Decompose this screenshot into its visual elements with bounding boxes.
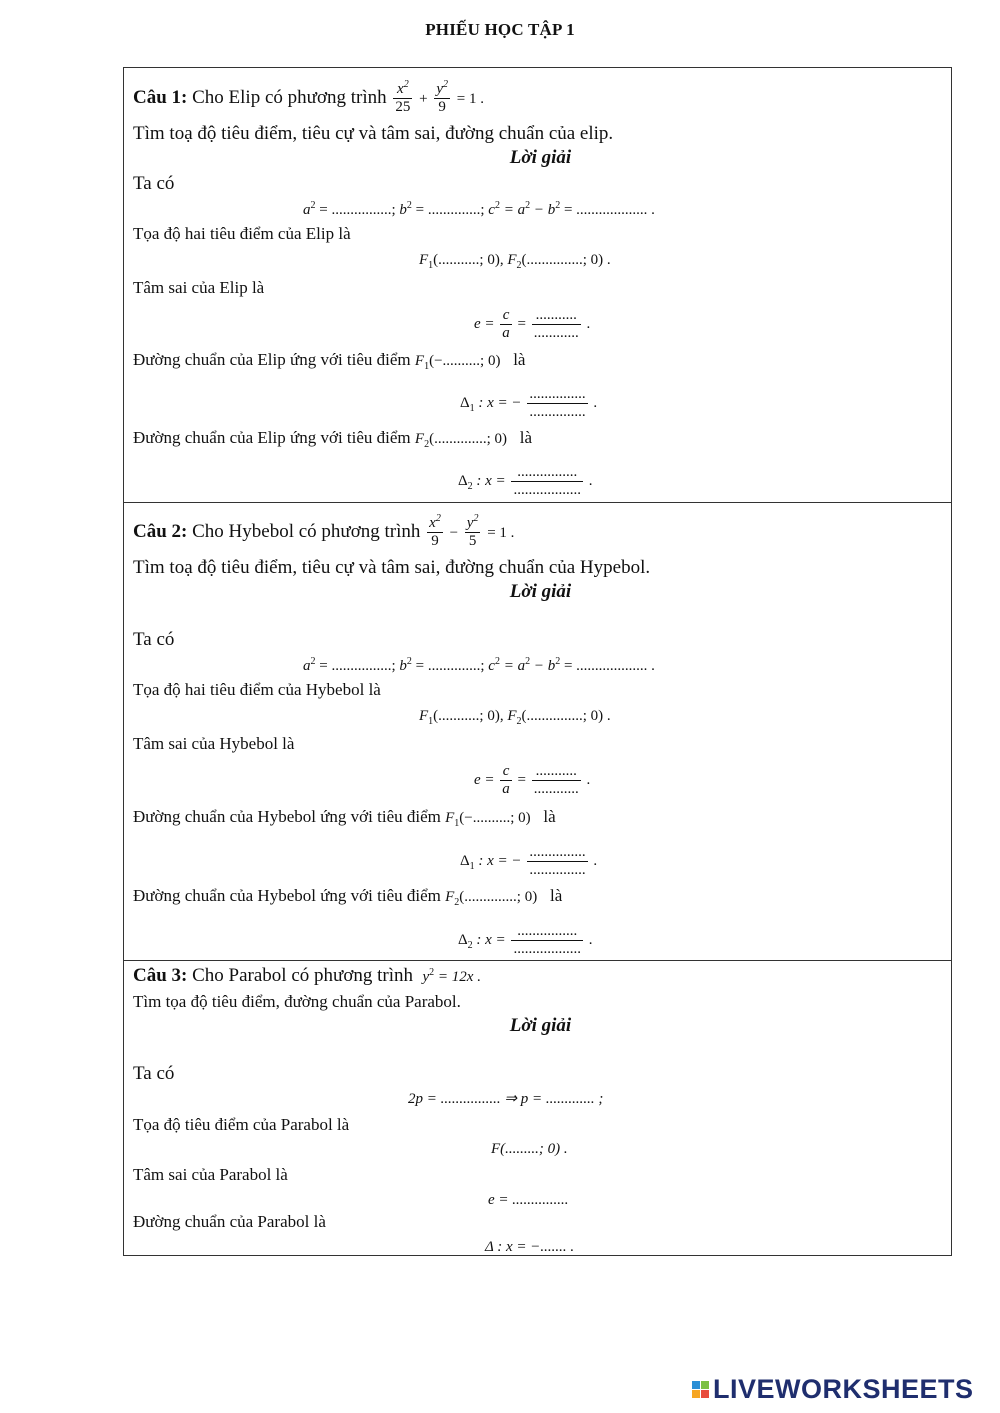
q2-dir2-line: $\Delta_2$ : x = $\frac{................}{..................}$ . — [458, 923, 593, 957]
q3-ecc-line: e = ............... — [488, 1192, 569, 1208]
q3-ta-co: Ta có — [133, 1063, 175, 1084]
q3-statement: Câu 3: Cho Parabol có phương trình $y^2 = 12x$ . — [133, 965, 481, 986]
q3-task: Tìm tọa độ tiêu điểm, đường chuẩn của Parabol. — [133, 992, 461, 1011]
q2-abc-line: $a^2$ = ................; $b^2$ = ..............; $c^2 = a^2 - b^2$ = ................... . — [303, 656, 655, 674]
q2-eq-frac-2: $\frac{y^2}{5}$ — [466, 513, 479, 549]
q3-ecc-label: Tâm sai của Parabol là — [133, 1165, 288, 1184]
question-1-box — [123, 67, 952, 503]
q2-dir1-line: $\Delta_1$ : x = − $\frac{...............}{...............}$ . — [460, 844, 598, 878]
question-3-box — [123, 960, 952, 1256]
q2-dir1-label: Đường chuẩn của Hybebol ứng với tiêu điểm $F_1(-$..........; 0) là — [133, 807, 556, 829]
logo-text: LIVEWORKSHEETS — [713, 1373, 974, 1404]
q1-solution-heading: Lời giải — [509, 147, 572, 168]
q2-ecc-line: e = $\frac{c}{a}$ = $\frac{...........}{............}$ . — [474, 763, 591, 797]
q2-foci-line: $F_1$(...........; 0), $F_2$(...............; 0) . — [419, 708, 611, 727]
q2-statement: Câu 2: Cho Hybebol có phương trình $\frac{x^2}{9}$ − $\frac{y^2}{5}$ = 1 . — [133, 513, 515, 549]
q1-label: Câu 1: — [133, 86, 188, 108]
question-2-box — [123, 502, 952, 961]
q1-ecc-label: Tâm sai của Elip là — [133, 278, 265, 297]
q1-eq-frac-2: $\frac{y^2}{9}$ — [436, 79, 449, 115]
q1-statement: Câu 1: Cho Elip có phương trình $\frac{x^2}{25}$ + $\frac{y^2}{9}$ = 1 . — [133, 79, 484, 115]
q1-intro: Cho Elip có phương trình — [192, 86, 387, 108]
q1-eq-frac-1: $\frac{x^2}{25}$ — [395, 79, 411, 115]
q2-foci-label: Tọa độ hai tiêu điểm của Hybebol là — [133, 680, 381, 699]
q3-dir-label: Đường chuẩn của Parabol là — [133, 1212, 326, 1231]
q2-eq-frac-1: $\frac{x^2}{9}$ — [429, 513, 441, 549]
q1-dir2-label: Đường chuẩn của Elip ứng với tiêu điểm $F_2$(..............; 0) là — [133, 428, 533, 450]
q2-dir2-label: Đường chuẩn của Hybebol ứng với tiêu điểm $F_2$(..............; 0) là — [133, 886, 563, 908]
q1-abc-line: $a^2$ = ................; $b^2$ = ..............; $c^2 = a^2 - b^2$ = ................... . — [303, 200, 655, 218]
logo-mark-icon — [692, 1381, 709, 1398]
q2-ta-co: Ta có — [133, 629, 175, 650]
liveworksheets-logo — [692, 1372, 974, 1406]
q3-focus-line: F(.........; 0) . — [491, 1141, 568, 1157]
q3-label: Câu 3: — [133, 965, 188, 986]
q2-task: Tìm toạ độ tiêu điểm, tiêu cự và tâm sai, đường chuẩn của Hypebol. — [133, 557, 651, 578]
q3-focus-label: Tọa độ tiêu điểm của Parabol là — [133, 1115, 350, 1134]
q1-dir1-label: Đường chuẩn của Elip ứng với tiêu điểm $F_1(-$..........; 0) là — [133, 350, 526, 372]
q1-dir1-line: $\Delta_1$ : x = − $\frac{...............}{...............}$ . — [460, 386, 598, 420]
q2-label: Câu 2: — [133, 520, 188, 542]
q1-task: Tìm toạ độ tiêu điểm, tiêu cự và tâm sai, đường chuẩn của elip. — [133, 123, 614, 144]
page-title: PHIẾU HỌC TẬP 1 — [425, 20, 575, 39]
q1-foci-line: $F_1$(...........; 0), $F_2$(...............; 0) . — [419, 252, 611, 271]
q1-ta-co: Ta có — [133, 173, 175, 194]
q1-dir2-line: $\Delta_2$ : x = $\frac{................}{..................}$ . — [458, 464, 593, 498]
q1-ecc-line: e = $\frac{c}{a}$ = $\frac{...........}{............}$ . — [474, 307, 591, 341]
q2-ecc-label: Tâm sai của Hybebol là — [133, 734, 295, 753]
q2-solution-heading: Lời giải — [509, 581, 572, 602]
q3-dir-line: Δ : x = −....... . — [485, 1239, 575, 1255]
q3-p-line: 2p = ................ ⇒ p = ............. ; — [408, 1091, 604, 1107]
q2-intro: Cho Hybebol có phương trình — [192, 520, 421, 542]
q3-intro: Cho Parabol có phương trình — [192, 965, 413, 986]
q3-solution-heading: Lời giải — [509, 1015, 572, 1036]
q1-foci-label: Tọa độ hai tiêu điểm của Elip là — [133, 224, 351, 243]
